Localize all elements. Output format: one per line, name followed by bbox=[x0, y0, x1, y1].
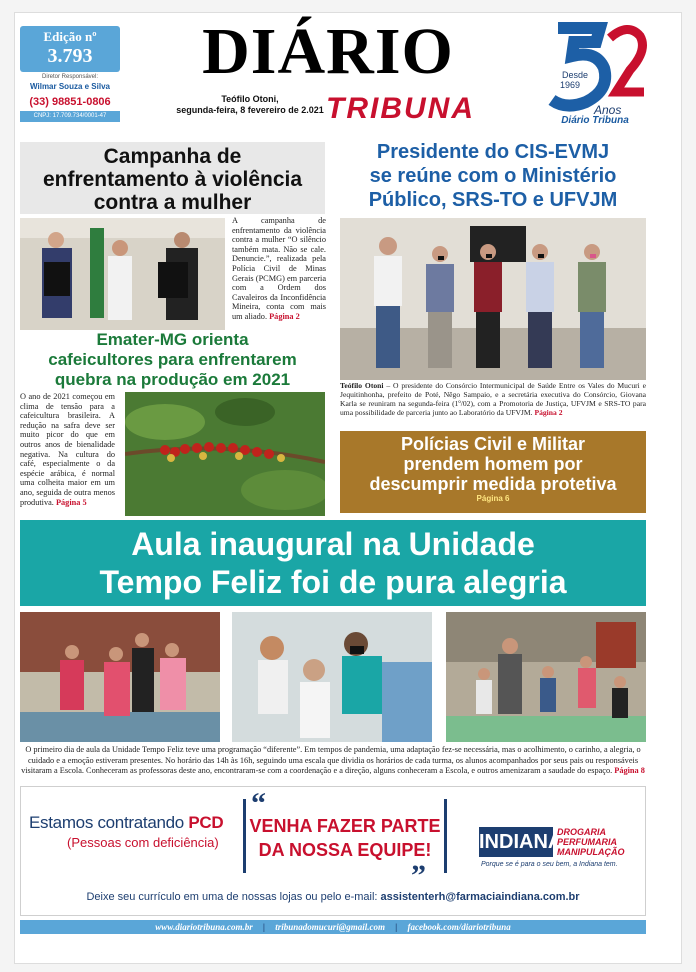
article-text-campanha bbox=[232, 216, 326, 322]
headline-line: enfrentamento à violência bbox=[42, 168, 303, 191]
ad-hire-label: Estamos contratando bbox=[29, 813, 184, 832]
indiana-services bbox=[557, 827, 625, 857]
footer-separator: | bbox=[395, 922, 398, 932]
headline-presidente[interactable] bbox=[340, 140, 646, 212]
headline-line: se reúne com o Ministério bbox=[369, 165, 617, 187]
headline-line: descumprir medida protetiva bbox=[369, 474, 617, 494]
indiana-service: MANIPULAÇÃO bbox=[557, 847, 625, 857]
newspaper-subtitle: TRIBUNA bbox=[326, 92, 475, 125]
headline-emater[interactable] bbox=[20, 330, 325, 390]
page-ref[interactable]: Página 8 bbox=[614, 766, 645, 776]
photo-aula-2 bbox=[232, 612, 432, 742]
anniversary-year: 1969 bbox=[560, 80, 581, 90]
footer-separator: | bbox=[262, 922, 265, 932]
headline-line: Tempo Feliz foi de pura alegria bbox=[99, 564, 567, 600]
footer-bar bbox=[20, 920, 646, 934]
article-body: O primeiro dia de aula da Unidade Tempo Feliz teve uma programação “diferente”. Em tempos de pandemia, uma adaptação fez-se necessária, mas o acolhimento, o carinho, a alegria, o cuidado e a emoção estiveram presentes. No horário das 14h às 16h, seguindo uma escala que dividia os horários de cada turma, os alunos acompanhados por seus pais ou responsáveis visitaram a Escola. Conheceram as professoras deste ano, encontraram-se com a coordenação e a direção, alguns conheceram a Escola, e outros amenizaram a saudade do espaço. bbox=[21, 745, 641, 776]
photo-coffee-branch bbox=[125, 392, 325, 516]
article-body: O ano de 2021 começou em clima de tensão para a cafeicultura brasileira. A redução na safra deve ser muito picor do que em outros anos de bienalidade negativa. Na cultura do café, especialmente o da espécie arábica, é normal uma colheita maior em um ano, seguida de outra menos produtiva. bbox=[20, 392, 115, 507]
ad-cv-line bbox=[21, 891, 645, 903]
ad-cv-text: Deixe seu currículo em uma de nossas lojas ou pelo e-mail: bbox=[86, 891, 378, 903]
page-ref[interactable]: Página 2 bbox=[269, 311, 300, 321]
article-text-aula bbox=[20, 745, 646, 777]
footer-facebook-link[interactable]: facebook.com/diariotribuna bbox=[407, 922, 511, 932]
headline-line: prendem homem por bbox=[403, 454, 583, 474]
footer-site-link[interactable]: www.diariotribuna.com.br bbox=[155, 922, 253, 932]
ad-pcd-note: (Pessoas com deficiência) bbox=[67, 835, 219, 850]
ad-callout-line: VENHA FAZER PARTE bbox=[249, 816, 441, 836]
photo-presidente bbox=[340, 218, 646, 380]
page-ref[interactable]: Página 6 bbox=[476, 494, 510, 503]
contact-phone: (33) 98851-0806 bbox=[29, 96, 111, 108]
photo-aula-1 bbox=[20, 612, 220, 742]
photo-aula-3 bbox=[446, 612, 646, 742]
headline-line: Aula inaugural na Unidade bbox=[131, 526, 535, 562]
responsavel-name: Wilmar Souza e Silva bbox=[30, 82, 110, 91]
indiana-service: PERFUMARIA bbox=[557, 837, 617, 847]
caption-body: – O presidente do Consórcio Intermunicipal de Saúde Entre os Vales do Mucuri e Jequitinhonha, prefeito de Poté, Nêgo Sampaio, e a secretária executiva do Consórcio, Giovana Karla se reuniram na segunda-feira (1º/02), com a Promotoria de Justiça, UFVJM e SRS-TO para uma possibilidade de parceria junto ao Laboratório da UFVJM. bbox=[340, 381, 646, 417]
responsavel-label: Diretor Responsável: bbox=[41, 74, 99, 80]
headline-line: Polícias Civil e Militar bbox=[400, 434, 586, 454]
advertisement-indiana[interactable] bbox=[20, 786, 646, 916]
photo-caption-presidente bbox=[340, 381, 646, 417]
ad-hiring-text bbox=[29, 813, 223, 833]
ad-callout-line: DA NOSSA EQUIPE! bbox=[258, 840, 432, 860]
indiana-logo: INDIANA bbox=[479, 827, 553, 857]
article-text-emater bbox=[20, 392, 115, 507]
headline-campanha[interactable] bbox=[20, 142, 325, 214]
headline-line: Campanha de bbox=[103, 145, 242, 168]
headline-line: contra a mulher bbox=[93, 191, 252, 214]
page-ref[interactable]: Página 2 bbox=[534, 408, 563, 417]
photo-campanha bbox=[20, 218, 225, 330]
headline-line: Presidente do CIS-EVMJ bbox=[376, 141, 610, 163]
page-ref[interactable]: Página 5 bbox=[55, 497, 87, 507]
quote-open-icon: “ bbox=[251, 787, 266, 820]
indiana-service: DROGARIA bbox=[557, 827, 606, 837]
cnpj: CNPJ: 17.709.734/0001-47 bbox=[20, 111, 120, 122]
headline-line: Emater-MG orienta bbox=[96, 330, 249, 349]
headline-line: Público, SRS-TO e UFVJM bbox=[368, 189, 618, 211]
indiana-slogan: Porque se é para o seu bem, a Indiana tem. bbox=[481, 861, 618, 868]
article-body: A campanha de enfrentamento da violência contra a mulher “O silêncio também mata. Não se cale. Denuncie.”, realizada pela Polícia Civil de Minas Gerais (PCMG) em parceria com a Ordem dos Cavaleiros da Inconfidência Mineira, conta com mais um aliado. bbox=[232, 216, 326, 321]
newspaper-title: DIÁRIO bbox=[202, 15, 454, 88]
edition-badge bbox=[20, 26, 120, 72]
anniversary-anos: Anos bbox=[594, 103, 622, 117]
caption-lead: Teófilo Otoni bbox=[340, 381, 384, 390]
anniversary-caption: Diário Tribuna bbox=[561, 115, 629, 126]
footer-email-link[interactable]: tribunadomucuri@gmail.com bbox=[275, 922, 385, 932]
dateline bbox=[160, 94, 340, 116]
ad-cv-email[interactable]: assistenterh@farmaciaindiana.com.br bbox=[380, 891, 580, 903]
headline-line: quebra na produção em 2021 bbox=[54, 370, 291, 389]
headline-line: cafeicultores para enfrentarem bbox=[48, 350, 297, 369]
dateline-date: segunda-feira, 8 fevereiro de 2.021 bbox=[176, 105, 324, 115]
ad-hire-pcd: PCD bbox=[188, 813, 224, 832]
edition-label: Edição nº bbox=[43, 29, 97, 44]
dateline-city: Teófilo Otoni, bbox=[221, 94, 279, 104]
edition-number: 3.793 bbox=[47, 45, 93, 67]
quote-close-icon: ” bbox=[411, 859, 426, 892]
headline-policias[interactable] bbox=[340, 431, 646, 513]
anniversary-since: Desde bbox=[562, 70, 589, 80]
headline-aula[interactable] bbox=[20, 520, 646, 606]
